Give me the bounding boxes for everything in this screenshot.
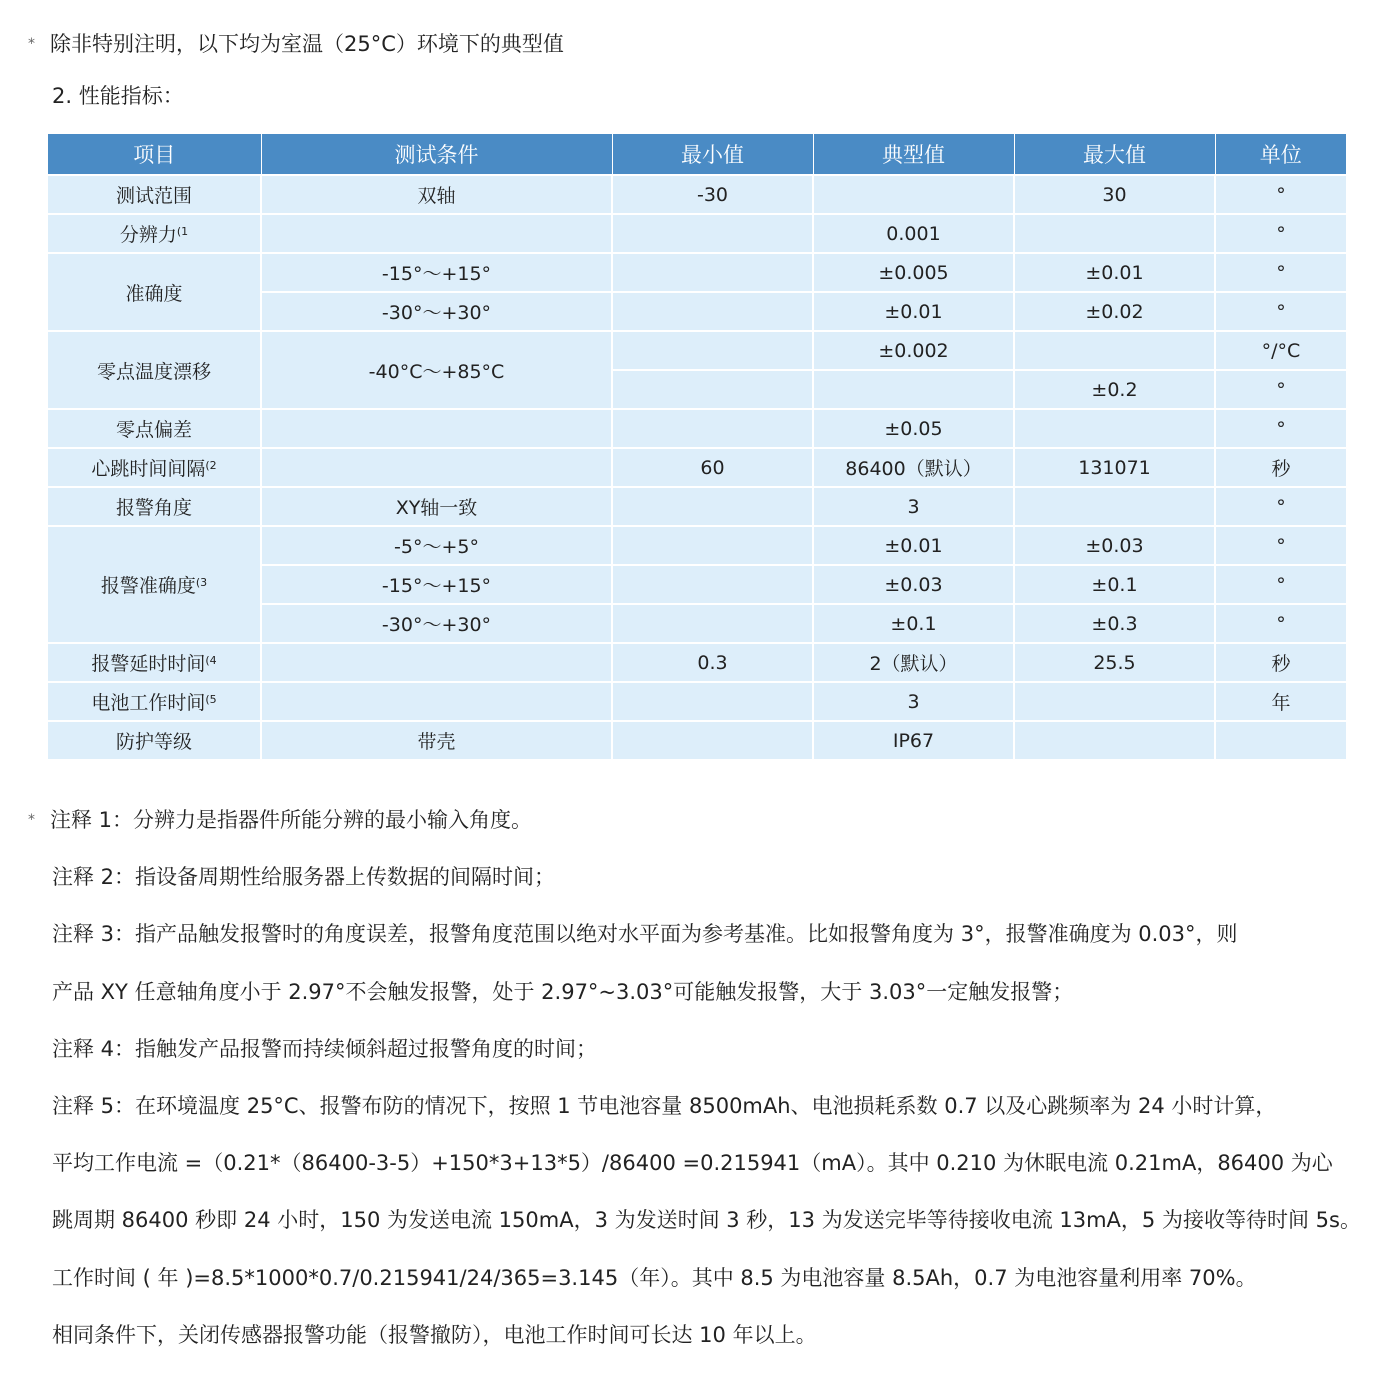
header-min: 最小值 (612, 134, 813, 175)
typ-cell (813, 175, 1014, 214)
note-text: 注释 1：分辨力是指器件所能分辨的最小输入角度。 (50, 808, 533, 832)
max-cell (1014, 721, 1215, 759)
condition-cell (261, 448, 612, 487)
item-cell (48, 214, 261, 253)
condition-cell: -15°～+15° (261, 253, 612, 292)
max-cell: ±0.03 (1014, 526, 1215, 565)
condition-cell (261, 643, 612, 682)
unit-cell: °/°C (1215, 331, 1346, 370)
min-cell (612, 604, 813, 643)
typ-cell: ±0.05 (813, 409, 1014, 448)
min-cell (612, 214, 813, 253)
unit-cell: 秒 (1215, 643, 1346, 682)
condition-cell: 带壳 (261, 721, 612, 759)
note-line: 平均工作电流 =（0.21*（86400-3-5）+150*3+13*5）/86400 =0.215941（mA）。其中 0.210 为休眠电流 0.21mA，86400 为心 (52, 1151, 1333, 1176)
footnote-marker: (4 (205, 654, 217, 667)
max-cell: ±0.02 (1014, 292, 1215, 331)
header-max: 最大值 (1014, 134, 1215, 175)
min-cell (612, 565, 813, 604)
table-row (48, 682, 1346, 721)
note-line: 注释 3：指产品触发报警时的角度误差，报警角度范围以绝对水平面为参考基准。比如报警角度为 3°，报警准确度为 0.03°，则 (52, 922, 1238, 947)
notes-section (28, 797, 1361, 1369)
condition-cell: -5°～+5° (261, 526, 612, 565)
unit-cell: ° (1215, 370, 1346, 409)
item-cell: 准确度 (48, 253, 261, 331)
min-cell: 60 (612, 448, 813, 487)
max-cell: 131071 (1014, 448, 1215, 487)
typ-cell: 86400（默认） (813, 448, 1014, 487)
item-label: 报警准确度 (100, 575, 196, 597)
unit-cell: ° (1215, 409, 1346, 448)
unit-cell: ° (1215, 604, 1346, 643)
note-line: 工作时间 ( 年 )=8.5*1000*0.7/0.215941/24/365=3.145（年）。其中 8.5 为电池容量 8.5Ah，0.7 为电池容量利用率 70%。 (52, 1265, 1257, 1290)
table-row (48, 643, 1346, 682)
footnote-marker: (3 (195, 576, 208, 589)
unit-cell: ° (1215, 214, 1346, 253)
table-row (48, 721, 1346, 759)
item-cell (48, 526, 261, 643)
table-row (48, 409, 1346, 448)
performance-table (48, 134, 1346, 759)
min-cell (612, 292, 813, 331)
table-row (48, 526, 1346, 565)
table-row (48, 331, 1346, 370)
max-cell (1014, 409, 1215, 448)
note-line: 相同条件下，关闭传感器报警功能（报警撤防），电池工作时间可长达 10 年以上。 (52, 1322, 817, 1347)
item-cell (48, 448, 261, 487)
note-line: 注释 2：指设备周期性给服务器上传数据的间隔时间； (52, 865, 556, 890)
condition-cell: -40°C～+85°C (261, 331, 612, 409)
unit-cell: ° (1215, 253, 1346, 292)
typ-cell: ±0.002 (813, 331, 1014, 370)
condition-cell: -30°～+30° (261, 292, 612, 331)
unit-cell: ° (1215, 292, 1346, 331)
min-cell (612, 253, 813, 292)
condition-cell (261, 409, 612, 448)
note-line: 注释 4：指触发产品报警而持续倾斜超过报警角度的时间； (52, 1036, 598, 1061)
min-cell: -30 (612, 175, 813, 214)
max-cell: ±0.2 (1014, 370, 1215, 409)
typ-cell: ±0.005 (813, 253, 1014, 292)
max-cell: 30 (1014, 175, 1215, 214)
note-line (28, 797, 1358, 854)
header-typ: 典型值 (813, 134, 1014, 175)
condition-cell: -30°～+30° (261, 604, 612, 643)
min-cell (612, 487, 813, 526)
unit-cell: ° (1215, 487, 1346, 526)
note-line: 注释 5：在环境温度 25°C、报警布防的情况下，按照 1 节电池容量 8500mAh、电池损耗系数 0.7 以及心跳频率为 24 小时计算， (52, 1093, 1277, 1118)
intro-text: 除非特别注明，以下均为室温（25°C）环境下的典型值 (50, 32, 564, 56)
intro-note (28, 28, 564, 58)
typ-cell (813, 370, 1014, 409)
item-cell: 报警角度 (48, 487, 261, 526)
min-cell (612, 409, 813, 448)
max-cell (1014, 331, 1215, 370)
min-cell: 0.3 (612, 643, 813, 682)
item-label: 报警延时时间 (91, 653, 206, 675)
table-row (48, 448, 1346, 487)
unit-cell (1215, 721, 1346, 759)
typ-cell: ±0.01 (813, 526, 1014, 565)
item-cell: 防护等级 (48, 721, 261, 759)
table-row (48, 253, 1346, 292)
typ-cell: 2（默认） (813, 643, 1014, 682)
unit-cell: ° (1215, 526, 1346, 565)
min-cell (612, 370, 813, 409)
min-cell (612, 721, 813, 759)
unit-cell: ° (1215, 565, 1346, 604)
asterisk-icon: * (28, 812, 35, 828)
section-title: 2. 性能指标： (52, 84, 184, 108)
condition-cell: 双轴 (261, 175, 612, 214)
max-cell: ±0.1 (1014, 565, 1215, 604)
footnote-marker: (5 (205, 693, 217, 706)
unit-cell: ° (1215, 175, 1346, 214)
max-cell: 25.5 (1014, 643, 1215, 682)
max-cell: ±0.01 (1014, 253, 1215, 292)
footnote-marker: (2 (205, 459, 217, 472)
asterisk-icon: * (28, 36, 35, 52)
condition-cell: XY轴一致 (261, 487, 612, 526)
typ-cell: 3 (813, 682, 1014, 721)
table-header-row (48, 134, 1346, 175)
item-label: 电池工作时间 (91, 692, 206, 714)
table-row (48, 214, 1346, 253)
header-condition: 测试条件 (261, 134, 612, 175)
item-cell (48, 643, 261, 682)
condition-cell (261, 214, 612, 253)
note-line: 跳周期 86400 秒即 24 小时，150 为发送电流 150mA，3 为发送时间 3 秒，13 为发送完毕等待接收电流 13mA，5 为接收等待时间 5s。 (52, 1208, 1361, 1233)
table-row (48, 175, 1346, 214)
footnote-marker: (1 (176, 225, 189, 238)
typ-cell: 0.001 (813, 214, 1014, 253)
max-cell (1014, 487, 1215, 526)
condition-cell (261, 682, 612, 721)
max-cell (1014, 682, 1215, 721)
note-line: 产品 XY 任意轴角度小于 2.97°不会触发报警，处于 2.97°~3.03°可能触发报警，大于 3.03°一定触发报警； (52, 979, 1074, 1004)
item-label: 分辨力 (119, 224, 177, 246)
typ-cell: 3 (813, 487, 1014, 526)
max-cell: ±0.3 (1014, 604, 1215, 643)
header-unit: 单位 (1215, 134, 1346, 175)
min-cell (612, 331, 813, 370)
item-label: 心跳时间间隔 (91, 458, 206, 480)
condition-cell: -15°～+15° (261, 565, 612, 604)
table-row (48, 487, 1346, 526)
typ-cell: ±0.1 (813, 604, 1014, 643)
min-cell (612, 682, 813, 721)
min-cell (612, 526, 813, 565)
typ-cell: ±0.01 (813, 292, 1014, 331)
unit-cell: 秒 (1215, 448, 1346, 487)
item-cell: 零点偏差 (48, 409, 261, 448)
max-cell (1014, 214, 1215, 253)
typ-cell: ±0.03 (813, 565, 1014, 604)
item-cell: 零点温度漂移 (48, 331, 261, 409)
unit-cell: 年 (1215, 682, 1346, 721)
header-item: 项目 (48, 134, 261, 175)
typ-cell: IP67 (813, 721, 1014, 759)
item-cell (48, 682, 261, 721)
item-cell: 测试范围 (48, 175, 261, 214)
